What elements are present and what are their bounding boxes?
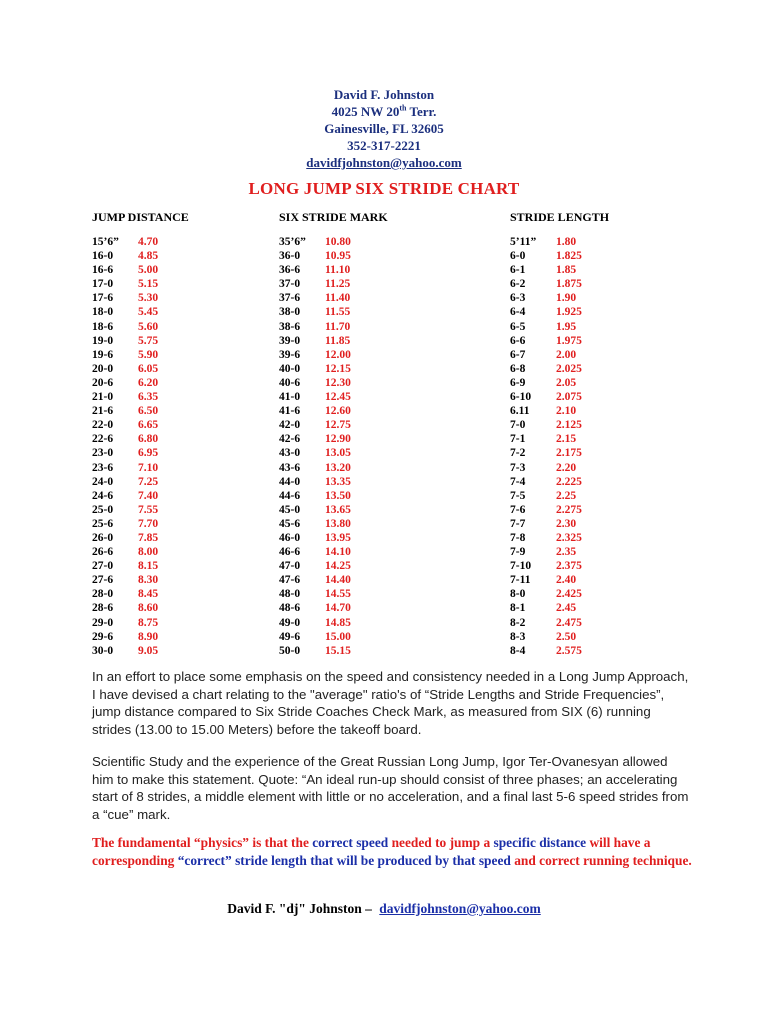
stride-mark-cell: 43-6 [279, 461, 301, 474]
stride-length-meters-cell: 2.45 [556, 602, 577, 615]
stride-mark-meters-cell: 11.40 [325, 292, 351, 305]
table-row [0, 446, 768, 460]
stride-length-meters-cell: 2.15 [556, 433, 577, 446]
physics-segment: correct speed [312, 835, 389, 850]
table-row [0, 404, 768, 418]
jump-distance-cell: 16-6 [92, 264, 114, 277]
jump-distance-cell: 22-0 [92, 419, 114, 432]
stride-length-meters-cell: 1.90 [556, 292, 577, 305]
jump-distance-cell: 19-0 [92, 334, 114, 347]
jump-distance-cell: 25-0 [92, 503, 114, 516]
physics-segment: “correct” [177, 853, 232, 868]
jump-meters-cell: 8.30 [138, 574, 159, 587]
jump-meters-cell: 5.45 [138, 306, 159, 319]
stride-length-meters-cell: 2.425 [556, 588, 582, 601]
jump-distance-cell: 25-6 [92, 517, 114, 530]
stride-length-meters-cell: 1.825 [556, 250, 582, 263]
stride-mark-meters-cell: 10.95 [325, 250, 351, 263]
physics-segment: The fundamental “physics” is that the [92, 835, 313, 850]
table-row [0, 362, 768, 376]
stride-length-meters-cell: 2.30 [556, 517, 577, 530]
table-row [0, 587, 768, 601]
jump-meters-cell: 7.40 [138, 489, 159, 502]
street-address [0, 103, 768, 120]
stride-length-meters-cell: 2.10 [556, 405, 577, 418]
jump-meters-cell: 8.00 [138, 546, 159, 559]
jump-distance-cell: 21-0 [92, 391, 114, 404]
stride-length-cell: 7-5 [510, 489, 526, 502]
stride-mark-meters-cell: 12.90 [325, 433, 351, 446]
stride-length-cell: 8-2 [510, 616, 526, 629]
table-row [0, 644, 768, 658]
author-name: David F. Johnston [333, 87, 435, 102]
footer-email-link[interactable]: davidfjohnston@yahoo.com [379, 901, 541, 916]
stride-mark-meters-cell: 12.75 [325, 419, 351, 432]
stride-length-meters-cell: 1.85 [556, 264, 577, 277]
intro-paragraph: In an effort to place some emphasis on the speed and consistency needed in a Long Jump Approach, I have devised a chart relating to the "average" ratio's of “Stride Lengths and Stride Frequencies”, jump distance compared to Six Stride Coaches Check Mark, as measured from SIX (6) running strides (13.00 to 15.00 Meters) before the takeoff board. [92, 669, 689, 737]
table-row [0, 235, 768, 249]
stride-mark-meters-cell: 12.45 [325, 391, 351, 404]
stride-length-meters-cell: 2.375 [556, 560, 582, 573]
jump-distance-cell: 27-6 [92, 574, 114, 587]
table-row [0, 291, 768, 305]
jump-distance-cell: 24-0 [92, 475, 114, 488]
jump-meters-cell: 6.50 [138, 405, 159, 418]
table-row [0, 305, 768, 319]
stride-mark-meters-cell: 13.20 [325, 461, 351, 474]
jump-distance-cell: 17-0 [92, 278, 114, 291]
stride-length-cell: 6.11 [510, 405, 530, 418]
stride-length-cell: 7-4 [510, 475, 526, 488]
stride-length-cell: 6-0 [510, 250, 526, 263]
jump-meters-cell: 6.20 [138, 376, 159, 389]
stride-length-meters-cell: 2.05 [556, 376, 577, 389]
stride-length-cell: 8-1 [510, 602, 526, 615]
jump-meters-cell: 5.60 [138, 320, 159, 333]
signature-name: David F. "dj" Johnston – [227, 901, 372, 916]
stride-mark-meters-cell: 12.30 [325, 376, 351, 389]
jump-meters-cell: 4.85 [138, 250, 159, 263]
stride-mark-cell: 36-0 [279, 250, 301, 263]
stride-chart-table [0, 235, 768, 658]
stride-length-meters-cell: 2.35 [556, 546, 577, 559]
jump-distance-cell: 19-6 [92, 348, 114, 361]
stride-mark-cell: 48-0 [279, 588, 301, 601]
column-header-jump-distance: JUMP DISTANCE [92, 210, 189, 224]
address-prefix: 4025 NW 20 [331, 104, 400, 119]
stride-mark-cell: 44-0 [279, 475, 301, 488]
stride-length-cell: 7-8 [510, 531, 526, 544]
jump-distance-cell: 29-6 [92, 630, 114, 643]
stride-length-meters-cell: 2.20 [556, 461, 577, 474]
table-row [0, 489, 768, 503]
stride-length-meters-cell: 1.875 [556, 278, 582, 291]
jump-meters-cell: 4.70 [138, 236, 159, 248]
jump-distance-cell: 23-6 [92, 461, 114, 474]
jump-meters-cell: 6.95 [138, 447, 159, 460]
table-row [0, 573, 768, 587]
stride-mark-meters-cell: 15.00 [325, 630, 351, 643]
contact-header [0, 86, 768, 171]
stride-mark-meters-cell: 12.00 [325, 348, 351, 361]
jump-distance-cell: 16-0 [92, 250, 114, 263]
stride-mark-meters-cell: 14.25 [325, 560, 351, 573]
stride-length-meters-cell: 2.275 [556, 503, 582, 516]
stride-mark-cell: 37-6 [279, 292, 301, 305]
stride-length-meters-cell: 2.00 [556, 348, 577, 361]
physics-segment: needed to jump a [388, 835, 494, 850]
stride-mark-meters-cell: 13.80 [325, 517, 351, 530]
jump-meters-cell: 6.35 [138, 391, 159, 404]
table-row [0, 432, 768, 446]
jump-distance-cell: 30-0 [92, 644, 114, 657]
stride-length-cell: 8-0 [510, 588, 526, 601]
table-row [0, 376, 768, 390]
stride-mark-cell: 46-6 [279, 546, 301, 559]
table-row [0, 503, 768, 517]
stride-length-meters-cell: 2.175 [556, 447, 582, 460]
stride-length-meters-cell: 1.975 [556, 334, 582, 347]
stride-length-cell: 6-7 [510, 348, 526, 361]
stride-length-cell: 7-1 [510, 433, 526, 446]
jump-meters-cell: 9.05 [138, 644, 159, 657]
address-suffix: Terr. [406, 104, 437, 119]
table-row [0, 616, 768, 630]
table-row [0, 249, 768, 263]
stride-mark-meters-cell: 13.95 [325, 531, 351, 544]
stride-length-cell: 6-3 [510, 292, 526, 305]
stride-length-cell: 8-4 [510, 644, 526, 657]
table-row [0, 475, 768, 489]
stride-length-cell: 7-3 [510, 461, 526, 474]
jump-distance-cell: 15’6” [92, 236, 119, 248]
stride-mark-meters-cell: 15.15 [325, 644, 351, 657]
stride-length-cell: 6-2 [510, 278, 526, 291]
jump-meters-cell: 8.15 [138, 560, 159, 573]
table-row [0, 277, 768, 291]
stride-mark-meters-cell: 11.25 [325, 278, 351, 291]
stride-length-cell: 6-9 [510, 376, 526, 389]
stride-length-cell: 7-10 [510, 560, 532, 573]
stride-mark-cell: 40-6 [279, 376, 301, 389]
stride-mark-cell: 44-6 [279, 489, 301, 502]
stride-mark-cell: 50-0 [279, 644, 301, 657]
stride-length-meters-cell: 2.225 [556, 475, 582, 488]
table-row [0, 531, 768, 545]
table-row [0, 630, 768, 644]
stride-mark-cell: 36-6 [279, 264, 301, 277]
stride-mark-meters-cell: 11.10 [325, 264, 351, 277]
stride-length-meters-cell: 1.80 [556, 236, 577, 248]
stride-mark-cell: 47-6 [279, 574, 301, 587]
stride-mark-cell: 49-6 [279, 630, 301, 643]
table-row [0, 390, 768, 404]
jump-meters-cell: 8.60 [138, 602, 159, 615]
stride-mark-meters-cell: 13.50 [325, 489, 351, 502]
stride-length-cell: 7-7 [510, 517, 526, 530]
stride-mark-cell: 39-0 [279, 334, 301, 347]
stride-length-meters-cell: 2.025 [556, 362, 582, 375]
jump-distance-cell: 28-0 [92, 588, 114, 601]
column-header-stride-length: STRIDE LENGTH [510, 210, 610, 224]
jump-meters-cell: 8.75 [138, 616, 159, 629]
jump-meters-cell: 5.00 [138, 264, 159, 277]
stride-length-cell: 6-1 [510, 264, 526, 277]
jump-meters-cell: 5.90 [138, 348, 159, 361]
stride-mark-cell: 37-0 [279, 278, 301, 291]
stride-mark-meters-cell: 13.65 [325, 503, 351, 516]
jump-meters-cell: 6.65 [138, 419, 159, 432]
jump-meters-cell: 8.90 [138, 630, 159, 643]
table-row [0, 348, 768, 362]
stride-length-meters-cell: 2.475 [556, 616, 582, 629]
stride-length-cell: 6-8 [510, 362, 526, 375]
jump-meters-cell: 5.75 [138, 334, 159, 347]
jump-distance-cell: 22-6 [92, 433, 114, 446]
physics-segment: stride length that will be produced by that speed [231, 853, 511, 868]
jump-meters-cell: 5.15 [138, 278, 159, 291]
table-row [0, 559, 768, 573]
jump-meters-cell: 7.25 [138, 475, 159, 488]
stride-mark-meters-cell: 13.05 [325, 447, 351, 460]
jump-distance-cell: 21-6 [92, 405, 114, 418]
jump-meters-cell: 6.05 [138, 362, 159, 375]
stride-mark-cell: 48-6 [279, 602, 301, 615]
jump-distance-cell: 29-0 [92, 616, 114, 629]
physics-segment: and correct running technique. [510, 853, 692, 868]
stride-mark-meters-cell: 14.70 [325, 602, 351, 615]
stride-mark-meters-cell: 12.60 [325, 405, 351, 418]
table-row [0, 320, 768, 334]
stride-mark-meters-cell: 14.10 [325, 546, 351, 559]
stride-mark-cell: 49-0 [279, 616, 301, 629]
footer-signature [0, 901, 768, 917]
jump-meters-cell: 7.70 [138, 517, 159, 530]
stride-length-cell: 5’11” [510, 236, 537, 248]
stride-length-meters-cell: 2.125 [556, 419, 582, 432]
stride-mark-cell: 45-0 [279, 503, 301, 516]
stride-mark-meters-cell: 14.55 [325, 588, 351, 601]
stride-mark-cell: 45-6 [279, 517, 301, 530]
jump-distance-cell: 20-0 [92, 362, 114, 375]
header-email-link[interactable]: davidfjohnston@yahoo.com [306, 155, 462, 170]
stride-length-meters-cell: 2.075 [556, 391, 582, 404]
stride-mark-cell: 39-6 [279, 348, 301, 361]
jump-distance-cell: 26-6 [92, 546, 114, 559]
stride-length-meters-cell: 2.25 [556, 489, 577, 502]
stride-mark-meters-cell: 11.55 [325, 306, 351, 319]
stride-length-cell: 7-6 [510, 503, 526, 516]
jump-meters-cell: 7.85 [138, 531, 159, 544]
stride-mark-cell: 42-6 [279, 433, 301, 446]
stride-mark-cell: 35’6” [279, 236, 306, 248]
jump-distance-cell: 23-0 [92, 447, 114, 460]
stride-mark-cell: 41-0 [279, 391, 301, 404]
table-row [0, 263, 768, 277]
stride-length-meters-cell: 1.925 [556, 306, 582, 319]
stride-length-meters-cell: 2.50 [556, 630, 577, 643]
stride-mark-cell: 46-0 [279, 531, 301, 544]
jump-distance-cell: 24-6 [92, 489, 114, 502]
stride-length-cell: 7-0 [510, 419, 526, 432]
stride-mark-cell: 38-6 [279, 320, 301, 333]
stride-length-cell: 7-2 [510, 447, 526, 460]
jump-distance-cell: 27-0 [92, 560, 114, 573]
jump-meters-cell: 7.10 [138, 461, 159, 474]
jump-meters-cell: 7.55 [138, 503, 159, 516]
stride-length-cell: 6-10 [510, 391, 532, 404]
stride-length-meters-cell: 1.95 [556, 320, 577, 333]
stride-mark-meters-cell: 12.15 [325, 362, 351, 375]
jump-distance-cell: 17-6 [92, 292, 114, 305]
jump-distance-cell: 26-0 [92, 531, 114, 544]
stride-mark-meters-cell: 11.85 [325, 334, 351, 347]
stride-mark-cell: 43-0 [279, 447, 301, 460]
jump-distance-cell: 18-0 [92, 306, 114, 319]
physics-statement [92, 834, 692, 870]
stride-mark-cell: 38-0 [279, 306, 301, 319]
jump-distance-cell: 20-6 [92, 376, 114, 389]
table-row [0, 601, 768, 615]
stride-mark-meters-cell: 10.80 [325, 236, 351, 248]
jump-meters-cell: 5.30 [138, 292, 159, 305]
quote-paragraph: Scientific Study and the experience of the Great Russian Long Jump, Igor Ter-Ovanesyan allowed him to make this statement. Quote: “An ideal run-up should consist of three phases; an accelerating start of 8 strides, a middle element with little or no acceleration, and a final last 5-6 speed strides from a “cue” mark. [92, 754, 689, 822]
stride-length-meters-cell: 2.40 [556, 574, 577, 587]
jump-distance-cell: 18-6 [92, 320, 114, 333]
stride-length-cell: 8-3 [510, 630, 526, 643]
stride-mark-cell: 40-0 [279, 362, 301, 375]
stride-length-cell: 6-4 [510, 306, 526, 319]
phone-number: 352-317-2221 [347, 138, 421, 153]
stride-mark-meters-cell: 11.70 [325, 320, 351, 333]
table-row [0, 517, 768, 531]
jump-meters-cell: 6.80 [138, 433, 159, 446]
table-row [0, 461, 768, 475]
stride-mark-cell: 41-6 [279, 405, 301, 418]
stride-length-meters-cell: 2.325 [556, 531, 582, 544]
city-line: Gainesville, FL 32605 [324, 121, 444, 136]
stride-length-meters-cell: 2.575 [556, 644, 582, 657]
stride-length-cell: 6-6 [510, 334, 526, 347]
physics-segment: will have a corresponding [92, 835, 651, 868]
stride-mark-meters-cell: 14.40 [325, 574, 351, 587]
stride-mark-cell: 42-0 [279, 419, 301, 432]
stride-mark-cell: 47-0 [279, 560, 301, 573]
stride-length-cell: 7-9 [510, 546, 526, 559]
stride-length-cell: 6-5 [510, 320, 526, 333]
chart-title: LONG JUMP SIX STRIDE CHART [248, 179, 520, 198]
jump-meters-cell: 8.45 [138, 588, 159, 601]
physics-segment: specific distance [493, 835, 587, 850]
table-row [0, 545, 768, 559]
stride-length-cell: 7-11 [510, 574, 531, 587]
jump-distance-cell: 28-6 [92, 602, 114, 615]
table-row [0, 418, 768, 432]
stride-mark-meters-cell: 13.35 [325, 475, 351, 488]
column-header-six-stride-mark: SIX STRIDE MARK [279, 210, 388, 224]
table-row [0, 334, 768, 348]
address-ordinal: th [399, 103, 407, 113]
stride-mark-meters-cell: 14.85 [325, 616, 351, 629]
